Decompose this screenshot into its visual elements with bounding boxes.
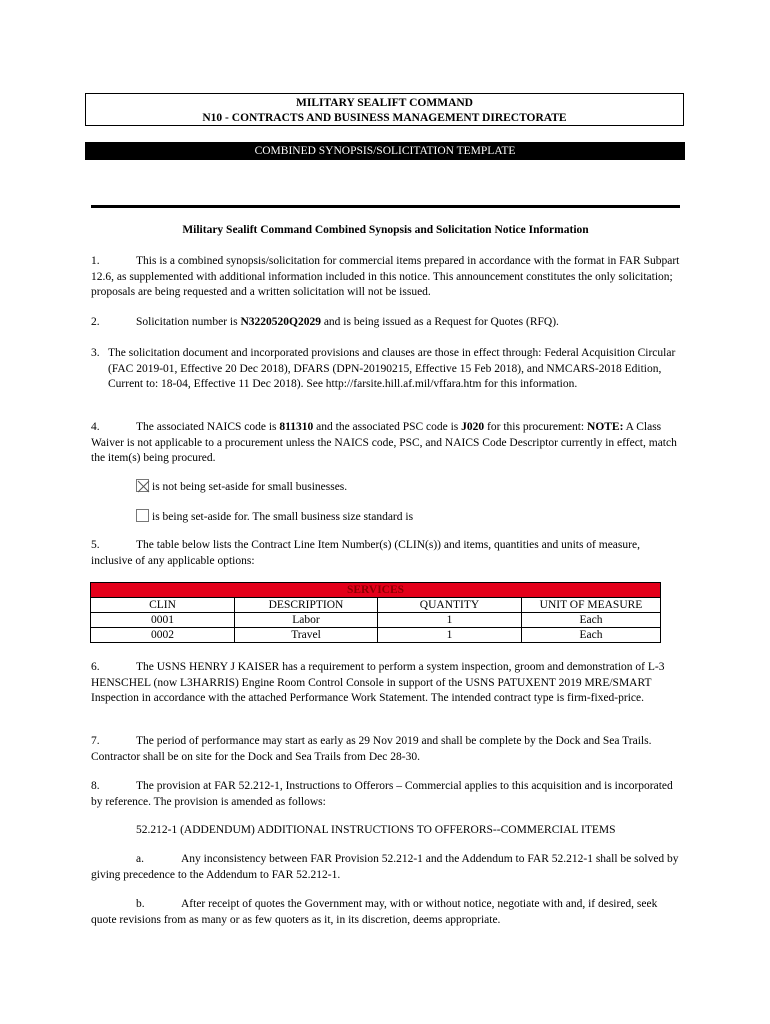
paragraph-text: The provision at FAR 52.212-1, Instructions to Offerors – Commercial applies to this acquisition and is incorporated by reference. The provision is amended as follows: [91, 780, 673, 808]
paragraph-text: The USNS HENRY J KAISER has a requirement to perform a system inspection, groom and demonstration of L-3 HENSCHEL (now L3HARRIS) Engine Room Control Console in support of the USNS PATUXENT 2019 MRE/SMART Inspection in accordance with the attached Performance Work Statement. The intended contract type is firm-fixed-price. [91, 661, 665, 704]
column-header: DESCRIPTION [235, 598, 378, 613]
setaside-not-label: is not being set-aside for small businesses. [152, 481, 348, 493]
paragraph-7 [91, 734, 680, 765]
paragraph-4 [91, 420, 680, 467]
paragraph-b [91, 897, 680, 928]
paragraph-number: 7. [91, 735, 100, 747]
addendum-title: 52.212-1 (ADDENDUM) ADDITIONAL INSTRUCTIONS TO OFFERORS--COMMERCIAL ITEMS [136, 824, 616, 836]
table-cell: 0002 [91, 628, 235, 643]
paragraph-text: After receipt of quotes the Government may, with or without notice, negotiate with and, if desired, seek quote revisions from as many or as few quoters as it, in its discretion, deems appropriate. [91, 898, 658, 926]
paragraph-text: Solicitation number is [136, 316, 241, 328]
solicitation-number: N3220520Q2029 [240, 316, 321, 328]
paragraph-letter: a. [136, 853, 144, 865]
paragraph-number: 5. [91, 539, 100, 551]
setaside-option-not [136, 479, 347, 495]
paragraph-number: 6. [91, 661, 100, 673]
paragraph-2 [91, 315, 680, 331]
table-cell: Each [522, 628, 661, 643]
table-row [91, 628, 661, 643]
setaside-not-checkbox[interactable] [136, 479, 149, 492]
setaside-is-label: is being set-aside for. The small business size standard is [152, 511, 414, 523]
table-header-row [91, 598, 661, 613]
paragraph-text: A Class Waiver is not applicable to a procurement unless the NAICS code, PSC, and NAICS Code Descriptor currently in effect, match the item(s) being procured. [91, 421, 677, 464]
header-line-2: N10 - CONTRACTS AND BUSINESS MANAGEMENT DIRECTORATE [202, 112, 567, 124]
template-bar: COMBINED SYNOPSIS/SOLICITATION TEMPLATE [85, 142, 685, 160]
paragraph-6 [91, 660, 680, 707]
table-cell: 1 [378, 613, 522, 628]
table-cell: Labor [235, 613, 378, 628]
paragraph-8 [91, 779, 680, 810]
paragraph-5 [91, 538, 680, 569]
column-header: QUANTITY [378, 598, 522, 613]
paragraph-letter: b. [136, 898, 145, 910]
document-title: Military Sealift Command Combined Synopsis and Solicitation Notice Information [182, 224, 589, 236]
header-box [85, 93, 684, 126]
paragraph-number: 8. [91, 780, 100, 792]
paragraph-text: for this procurement: [484, 421, 588, 433]
table-title-row [91, 583, 661, 598]
naics-code: 811310 [279, 421, 314, 433]
paragraph-text: and the associated PSC code is [313, 421, 462, 433]
paragraph-3 [91, 346, 697, 393]
paragraph-text: The associated NAICS code is [136, 421, 280, 433]
table-title: SERVICES [91, 583, 661, 598]
psc-code: J020 [461, 421, 485, 433]
table-cell: 1 [378, 628, 522, 643]
column-header: CLIN [91, 598, 235, 613]
setaside-is-checkbox[interactable] [136, 509, 149, 522]
clin-table [90, 582, 661, 643]
paragraph-text: The table below lists the Contract Line Item Number(s) (CLIN(s)) and items, quantities and units of measure, inclusive of any applicable options: [91, 539, 640, 567]
paragraph-text: The solicitation document and incorporated provisions and clauses are those in effect through: Federal Acquisition Circular (FAC 2019-01, Effective 20 Dec 2018), DFARS (DPN-20190215, Effective 15 Feb 2018), and NMCARS-2018 Edition, Current to: 18-04, Effective 11 Dec 2018). See http://farsite.hill.af.mil/vffara.htm for this information. [108, 347, 676, 390]
paragraph-number: 1. [91, 255, 100, 267]
note-label: NOTE: [587, 421, 624, 433]
paragraph-a [91, 852, 680, 883]
horizontal-rule [91, 205, 680, 208]
setaside-option-is [136, 509, 413, 525]
paragraph-1 [91, 254, 680, 301]
paragraph-number: 3. [91, 347, 100, 359]
column-header: UNIT OF MEASURE [522, 598, 661, 613]
table-cell: 0001 [91, 613, 235, 628]
table-row [91, 613, 661, 628]
table-cell: Travel [235, 628, 378, 643]
paragraph-text: This is a combined synopsis/solicitation for commercial items prepared in accordance with the format in FAR Subpart 12.6, as supplemented with additional information included in this notice. This announcement constitutes the only solicitation; proposals are being requested and a written solicitation will not be issued. [91, 255, 680, 298]
table-cell: Each [522, 613, 661, 628]
paragraph-text: and is being issued as a Request for Quotes (RFQ). [320, 316, 559, 328]
paragraph-text: The period of performance may start as early as 29 Nov 2019 and shall be complete by the Dock and Sea Trails. Contractor shall be on site for the Dock and Sea Trails from Dec 28-30. [91, 735, 652, 763]
header-line-1: MILITARY SEALIFT COMMAND [295, 97, 473, 109]
paragraph-number: 2. [91, 316, 100, 328]
check-x-icon [137, 480, 150, 493]
paragraph-number: 4. [91, 421, 100, 433]
paragraph-text: Any inconsistency between FAR Provision 52.212-1 and the Addendum to FAR 52.212-1 shall be solved by giving precedence to the Addendum to FAR 52.212-1. [91, 853, 679, 881]
